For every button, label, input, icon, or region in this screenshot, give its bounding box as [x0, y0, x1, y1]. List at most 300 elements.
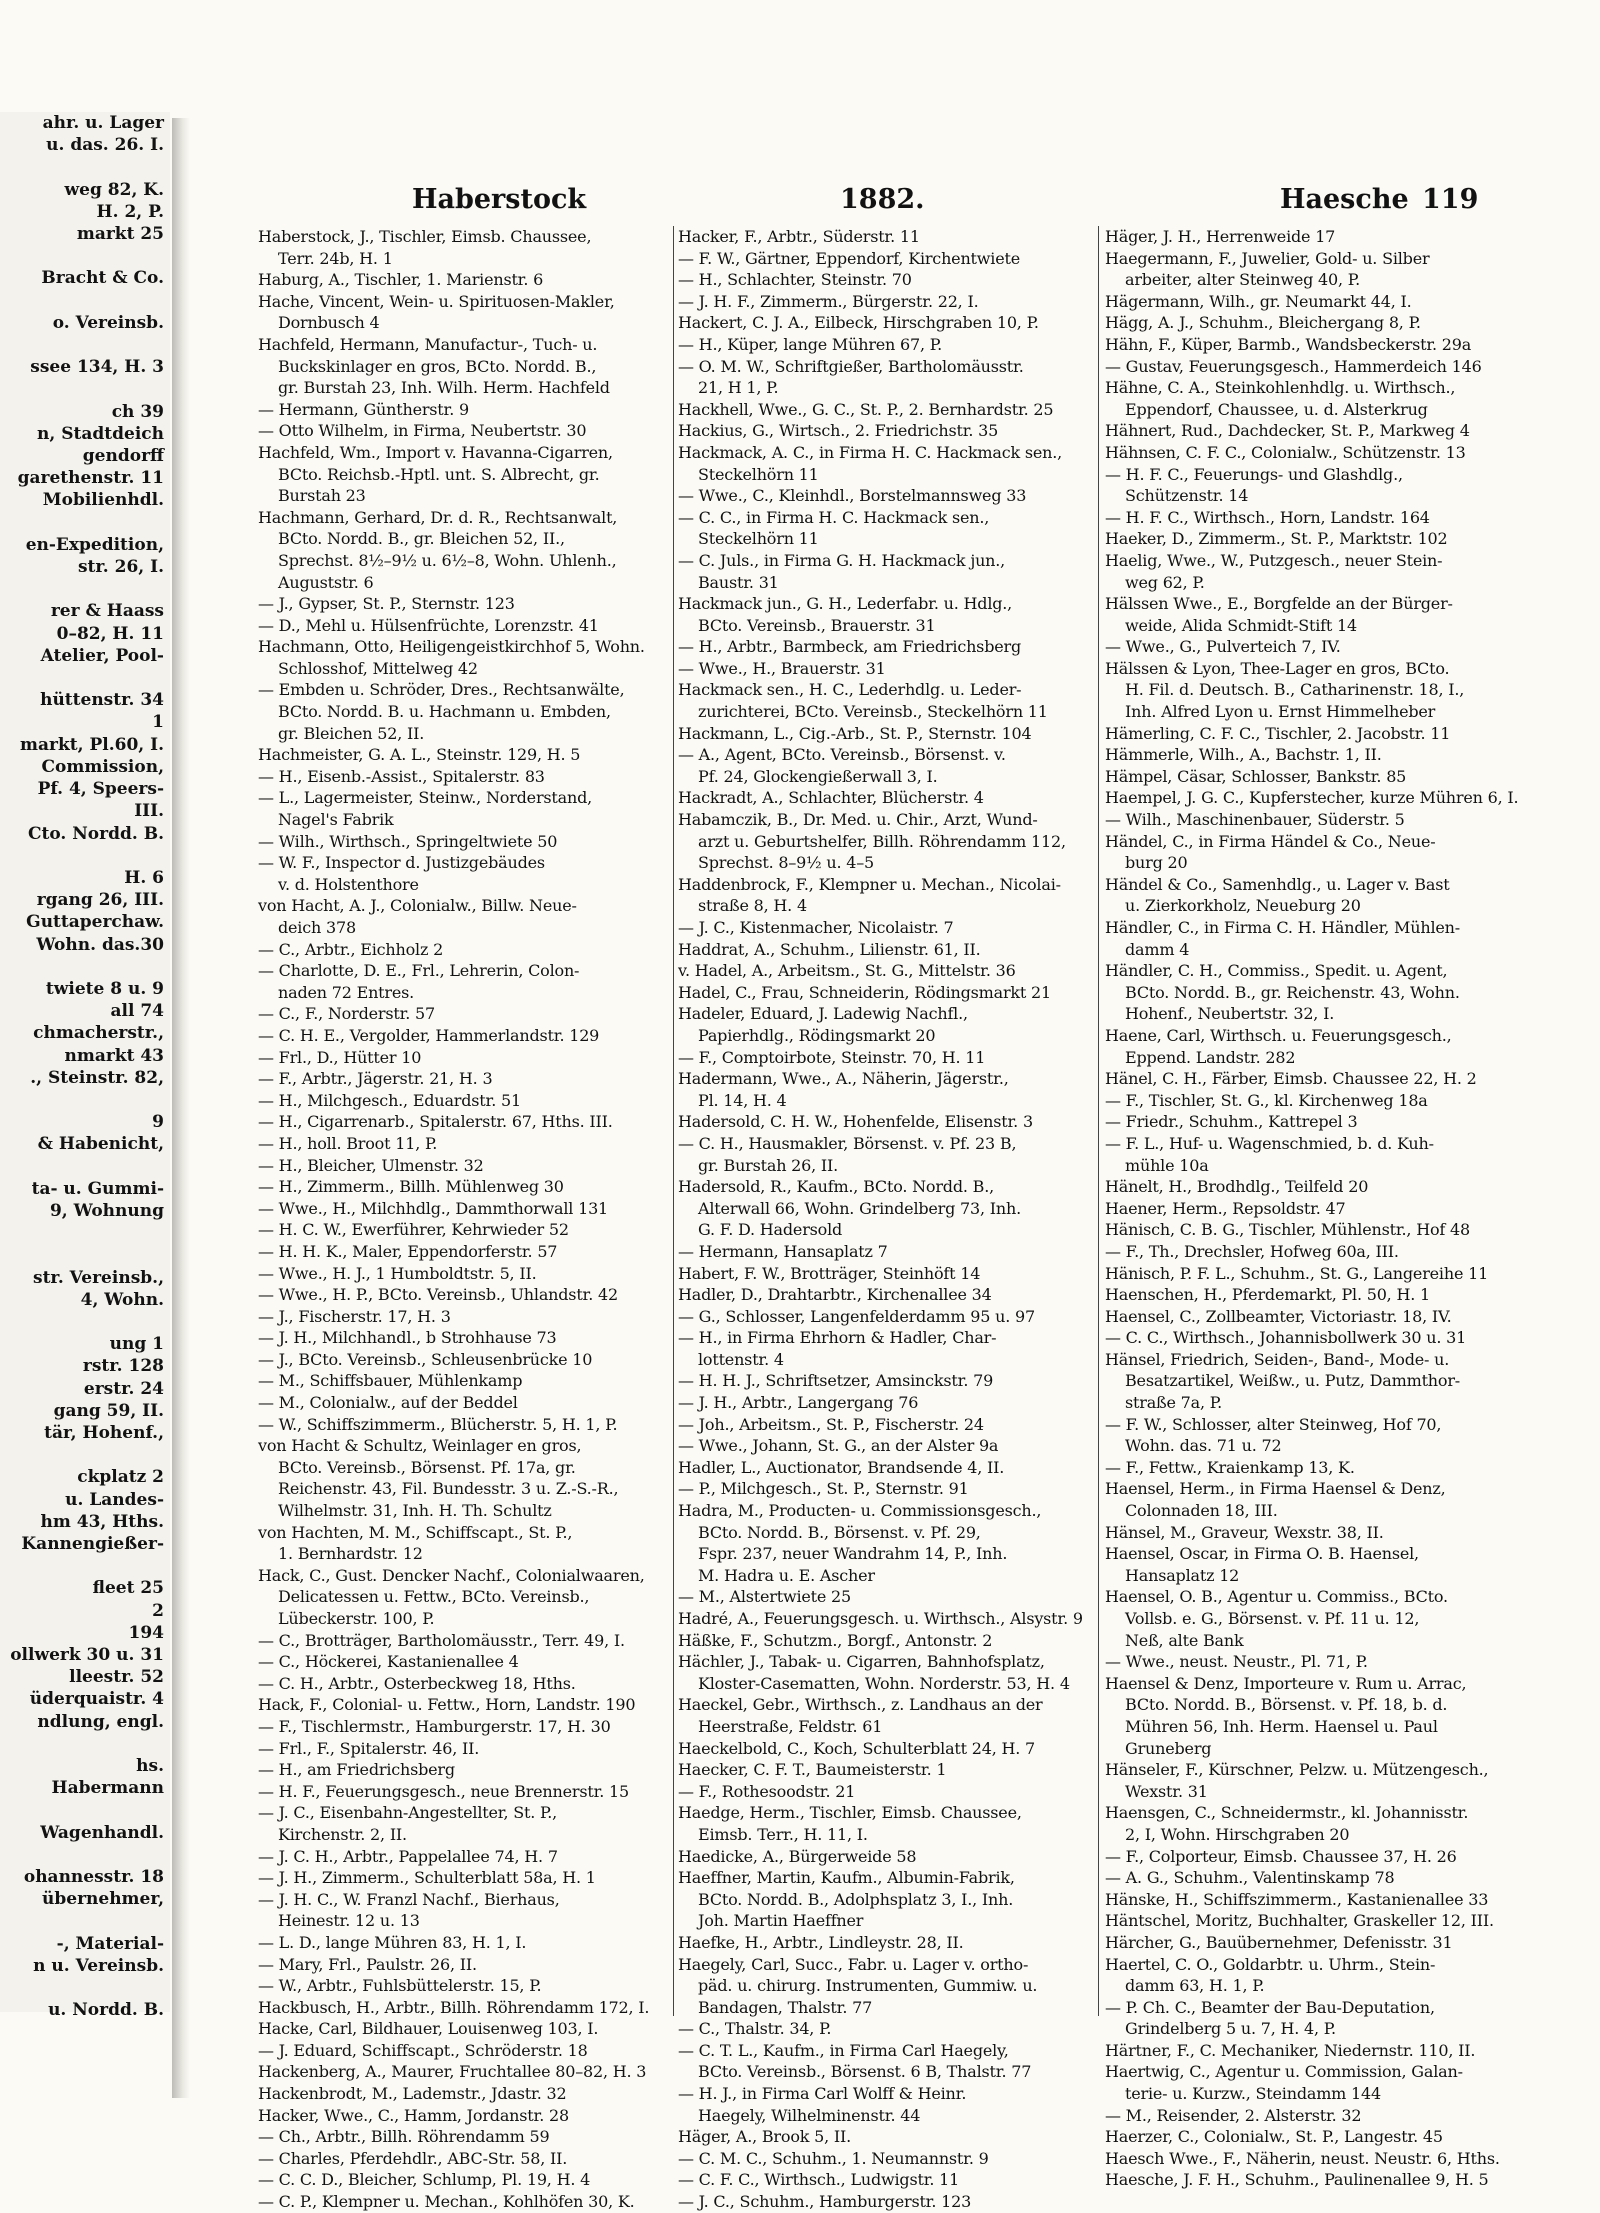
directory-entry: von Hachten, M. M., Schiffscapt., St. P.,: [258, 1522, 573, 1542]
directory-entry: — W. F., Inspector d. Justizgebäudes: [258, 853, 545, 873]
margin-fragment: [0, 334, 170, 356]
directory-entry: Hägermann, Wilh., gr. Neumarkt 44, I.: [1105, 291, 1412, 311]
directory-entry: — H., Zimmerm., Billh. Mühlenweg 30: [258, 1177, 564, 1197]
margin-fragment: u. Landes-: [65, 1489, 164, 1510]
margin-fragment: Wohn. das.30: [36, 934, 164, 955]
directory-entry: Haedicke, A., Bürgerweide 58: [678, 1846, 917, 1866]
entry-continuation: Alterwall 66, Wohn. Grindelberg 73, Inh.: [698, 1198, 1021, 1218]
margin-fragment: Guttaperchaw.: [26, 912, 164, 933]
entry-continuation: BCto. Vereinsb., Brauerstr. 31: [698, 615, 936, 635]
margin-fragment: [0, 245, 170, 267]
directory-entry: — M., Colonialw., auf der Beddel: [258, 1393, 518, 1413]
directory-entry: — C. H., Arbtr., Osterbeckweg 18, Hths.: [258, 1673, 576, 1693]
directory-entry: Härtner, F., C. Mechaniker, Niedernstr. 110, II.: [1105, 2040, 1476, 2060]
margin-fragment: twiete 8 u. 9: [45, 978, 164, 999]
directory-entry: Hänsel, M., Graveur, Wexstr. 38, II.: [1105, 1522, 1384, 1542]
margin-fragment: chmacherstr.,: [33, 1023, 164, 1044]
directory-entry: — Wwe., C., Kleinhdl., Borstelmannsweg 33: [678, 486, 1027, 506]
directory-entry: Haedge, Herm., Tischler, Eimsb. Chaussee,: [678, 1803, 1022, 1823]
directory-entry: — W., Schiffszimmerm., Blücherstr. 5, H. 1, P.: [258, 1414, 618, 1434]
directory-entry: — Wwe., H., Brauerstr. 31: [678, 658, 886, 678]
entry-continuation: päd. u. chirurg. Instrumenten, Gummiw. u.: [698, 1976, 1038, 1996]
directory-entry: Hänel, C. H., Färber, Eimsb. Chaussee 22, H. 2: [1105, 1069, 1477, 1089]
directory-entry: Händel, C., in Firma Händel & Co., Neue-: [1105, 831, 1436, 851]
page-header: [240, 180, 1479, 224]
entry-continuation: naden 72 Entres.: [278, 982, 415, 1002]
directory-entry: — C. P., Klempner u. Mechan., Kohlhöfen 30, K.: [258, 2192, 635, 2212]
margin-fragment: str. 26, I.: [77, 557, 164, 578]
directory-entry: Hadel, C., Frau, Schneiderin, Rödingsmarkt 21: [678, 982, 1051, 1002]
directory-entry: — C., Arbtr., Eichholz 2: [258, 939, 444, 959]
margin-fragment: [0, 578, 170, 600]
directory-entry: Haegermann, F., Juwelier, Gold- u. Silber: [1105, 248, 1430, 268]
entry-continuation: Vollsb. e. G., Börsenst. v. Pf. 11 u. 12,: [1125, 1609, 1420, 1628]
directory-entry: — F., Th., Drechsler, Hofweg 60a, III.: [1105, 1241, 1399, 1261]
directory-entry: Haeffner, Martin, Kaufm., Albumin-Fabrik,: [678, 1868, 1015, 1888]
directory-entry: Hämpel, Cäsar, Schlosser, Bankstr. 85: [1105, 766, 1407, 786]
entry-continuation: arbeiter, alter Steinweg 40, P.: [1125, 270, 1360, 290]
directory-entry: Haener, Herm., Repsoldstr. 47: [1105, 1198, 1346, 1218]
margin-fragment: 1: [152, 712, 164, 733]
directory-entry: — F., Fettw., Kraienkamp 13, K.: [1105, 1457, 1355, 1477]
entry-continuation: Hansaplatz 12: [1125, 1565, 1240, 1585]
entry-continuation: BCto. Nordd. B., Börsenst. v. Pf. 18, b. d.: [1125, 1695, 1448, 1715]
directory-entry: — Frl., F., Spitalerstr. 46, II.: [258, 1738, 480, 1758]
directory-entry: — C., Brotträger, Bartholomäusstr., Terr. 49, I.: [258, 1630, 625, 1650]
margin-fragment: hs.: [136, 1756, 164, 1777]
directory-entry: — H., Cigarrenarb., Spitalerstr. 67, Hths. III.: [258, 1112, 613, 1132]
margin-fragment: [0, 1244, 170, 1266]
margin-fragment: u. Nordd. B.: [48, 2000, 164, 2021]
directory-entry: Härcher, G., Bauübernehmer, Defenisstr. 31: [1105, 1932, 1453, 1952]
directory-entry: — H., Schlachter, Steinstr. 70: [678, 270, 912, 290]
entry-continuation: Kirchenstr. 2, II.: [278, 1824, 407, 1844]
directory-entry: — J. H., Arbtr., Langergang 76: [678, 1393, 919, 1413]
directory-entry: Hachfeld, Wm., Import v. Havanna-Cigarren,: [258, 442, 613, 462]
directory-entry: Hack, F., Colonial- u. Fettw., Horn, Landstr. 190: [258, 1695, 636, 1715]
entry-continuation: BCto. Vereinsb., Börsenst. Pf. 17a, gr.: [278, 1457, 576, 1477]
directory-entry: — Charles, Pferdehdlr., ABC-Str. 58, II.: [258, 2148, 568, 2168]
directory-entry: Haesch Wwe., F., Näherin, neust. Neustr. 6, Hths.: [1105, 2148, 1500, 2168]
directory-entry: — J. H. C., W. Franzl Nachf., Bierhaus,: [258, 1889, 560, 1909]
directory-entry: — J. C. H., Arbtr., Pappelallee 74, H. 7: [258, 1846, 558, 1866]
margin-fragment: str. Vereinsb.,: [33, 1267, 164, 1288]
margin-fragment: III.: [134, 801, 164, 822]
entry-continuation: Steckelhörn 11: [698, 529, 819, 549]
entry-continuation: BCto. Nordd. B., Adolphsplatz 3, I., Inh.: [698, 1889, 1014, 1909]
directory-entry: — J., Gypser, St. P., Sternstr. 123: [258, 594, 515, 614]
entry-continuation: BCto. Reichsb.-Hptl. unt. S. Albrecht, gr.: [278, 464, 600, 484]
directory-entry: — C. H. E., Vergolder, Hammerlandstr. 129: [258, 1025, 600, 1045]
entry-continuation: Sprechst. 8–9½ u. 4–5: [698, 853, 874, 873]
directory-entry: Hachmann, Gerhard, Dr. d. R., Rechtsanwalt,: [258, 507, 618, 527]
directory-entry: — F. W., Schlosser, alter Steinweg, Hof 70,: [1105, 1414, 1442, 1434]
margin-fragment: üderquaistr. 4: [29, 1689, 164, 1710]
directory-entry: — Wilh., Maschinenbauer, Süderstr. 5: [1105, 810, 1405, 830]
margin-fragment: ., Steinstr. 82,: [30, 1067, 164, 1088]
directory-entry: — H., Eisenb.-Assist., Spitalerstr. 83: [258, 766, 545, 786]
entry-continuation: Haegely, Wilhelminenstr. 44: [698, 2105, 921, 2125]
entry-continuation: Pl. 14, H. 4: [698, 1090, 787, 1110]
entry-continuation: Eimsb. Terr., H. 11, I.: [698, 1824, 868, 1844]
margin-fragment: markt, Pl.60, I.: [20, 734, 164, 755]
margin-fragment: ch 39: [111, 401, 164, 422]
margin-fragment: [0, 290, 170, 312]
margin-fragment: weg 82, K.: [64, 179, 164, 200]
directory-entry: — C., F., Norderstr. 57: [258, 1004, 435, 1024]
entry-continuation: Kloster-Casematten, Wohn. Norderstr. 53, H. 4: [698, 1673, 1070, 1693]
directory-entry: Haddenbrock, F., Klempner u. Mechan., Nicolai-: [678, 874, 1061, 894]
directory-entry: — M., Alstertwiete 25: [678, 1587, 852, 1607]
directory-entry: Hack, C., Gust. Dencker Nachf., Colonialwaaren,: [258, 1565, 645, 1585]
margin-fragment: ung 1: [109, 1334, 164, 1355]
entry-continuation: Grindelberg 5 u. 7, H. 4, P.: [1125, 2019, 1336, 2039]
directory-column-3: [1098, 226, 1519, 2190]
margin-fragment: H. 6: [124, 867, 164, 888]
directory-entry: — H. F. C., Wirthsch., Horn, Landstr. 164: [1105, 507, 1430, 527]
entry-continuation: Terr. 24b, H. 1: [278, 248, 393, 268]
directory-entry: — F., Rothesoodstr. 21: [678, 1781, 856, 1801]
directory-entry: Haensel, O. B., Agentur u. Commiss., BCto.: [1105, 1587, 1448, 1607]
directory-entry: Hadré, A., Feuerungsgesch. u. Wirthsch., Alsystr. 9: [678, 1609, 1083, 1628]
margin-fragment: gang 59, II.: [53, 1400, 164, 1421]
directory-entry: Haddrat, A., Schuhm., Lilienstr. 61, II.: [678, 939, 981, 959]
margin-fragment: all 74: [110, 1001, 164, 1022]
directory-entry: Haensel, Oscar, in Firma O. B. Haensel,: [1105, 1544, 1419, 1564]
margin-fragment: 194: [128, 1622, 164, 1643]
margin-fragment: ckplatz 2: [77, 1467, 164, 1488]
directory-entry: Hänisch, C. B. G., Tischler, Mühlenstr., Hof 48: [1105, 1220, 1470, 1240]
previous-page-margin: [0, 112, 170, 2021]
margin-fragment: rer & Haass: [50, 601, 164, 622]
entry-continuation: Steckelhörn 11: [698, 464, 819, 484]
directory-entry: Hadler, D., Drahtarbtr., Kirchenallee 34: [678, 1285, 992, 1305]
entry-continuation: Burstah 23: [278, 486, 366, 506]
margin-fragment: ohannesstr. 18: [23, 1867, 164, 1888]
entry-continuation: 1. Bernhardstr. 12: [278, 1544, 423, 1564]
directory-entry: Haegely, Carl, Succ., Fabr. u. Lager v. ortho-: [678, 1954, 1029, 1974]
directory-entry: Hadra, M., Producten- u. Commissionsgesch.,: [678, 1501, 1042, 1521]
directory-entry: — H. H. J., Schriftsetzer, Amsinckstr. 79: [678, 1371, 994, 1391]
entry-continuation: gr. Burstah 26, II.: [698, 1155, 839, 1175]
entry-continuation: BCto. Nordd. B., gr. Bleichen 52, II.,: [278, 529, 565, 549]
margin-fragment: u. das. 26. I.: [46, 135, 164, 156]
margin-fragment: [0, 1799, 170, 1821]
directory-entry: Haenschen, H., Pferdemarkt, Pl. 50, H. 1: [1105, 1285, 1430, 1305]
directory-entry: Hachfeld, Hermann, Manufactur-, Tuch- u.: [258, 334, 598, 354]
directory-entry: — Wilh., Wirthsch., Springeltwiete 50: [258, 831, 558, 851]
directory-entry: Häntschel, Moritz, Buchhalter, Graskeller 12, III.: [1105, 1911, 1494, 1931]
margin-fragment: 9: [152, 1112, 164, 1133]
margin-fragment: Wagenhandl.: [40, 1822, 164, 1843]
margin-fragment: Bracht & Co.: [41, 268, 164, 289]
directory-entry: Hackenberg, A., Maurer, Fruchtallee 80–82, H. 3: [258, 2062, 647, 2082]
directory-entry: von Hacht, A. J., Colonialw., Billw. Neue-: [258, 896, 577, 916]
entry-continuation: H. Fil. d. Deutsch. B., Catharinenstr. 18, I.,: [1125, 680, 1465, 700]
margin-fragment: 0–82, H. 11: [56, 623, 164, 644]
entry-continuation: Joh. Martin Haeffner: [698, 1911, 864, 1931]
directory-entry: Hackradt, A., Schlachter, Blücherstr. 4: [678, 788, 984, 808]
directory-entry: Haertel, C. O., Goldarbtr. u. Uhrm., Stein-: [1105, 1954, 1436, 1974]
margin-fragment: [0, 1156, 170, 1178]
margin-fragment: fleet 25: [92, 1578, 164, 1599]
directory-entry: Haelig, Wwe., W., Putzgesch., neuer Stein-: [1105, 550, 1443, 570]
margin-fragment: erstr. 24: [83, 1378, 164, 1399]
entry-continuation: 2, I, Wohn. Hirschgraben 20: [1125, 1824, 1350, 1844]
directory-entry: — H., am Friedrichsberg: [258, 1760, 455, 1780]
directory-entry: — F., Colporteur, Eimsb. Chaussee 37, H. 26: [1105, 1846, 1457, 1866]
entry-continuation: mühle 10a: [1125, 1155, 1209, 1175]
margin-fragment: ollwerk 30 u. 31: [10, 1645, 164, 1666]
page-number: 119: [1422, 184, 1479, 215]
margin-fragment: rstr. 128: [82, 1356, 164, 1377]
directory-column-2: [673, 226, 1086, 2212]
directory-entry: Hackhell, Wwe., G. C., St. P., 2. Bernhardstr. 25: [678, 399, 1054, 419]
margin-fragment: Mobilienhdl.: [42, 490, 164, 511]
directory-entry: — J. H., Milchhandl., b Strohhause 73: [258, 1328, 557, 1348]
directory-entry: Hadersold, R., Kaufm., BCto. Nordd. B.,: [678, 1177, 994, 1197]
directory-entry: — Wwe., H., Milchhdlg., Dammthorwall 131: [258, 1198, 609, 1218]
directory-entry: Haensgen, C., Schneidermstr., kl. Johannisstr.: [1105, 1803, 1469, 1823]
margin-fragment: Atelier, Pool-: [40, 645, 164, 666]
directory-entry: Haensel & Denz, Importeure v. Rum u. Arrac,: [1105, 1673, 1467, 1693]
directory-entry: — Wwe., H. J., 1 Humboldtstr. 5, II.: [258, 1263, 537, 1283]
directory-entry: Hänske, H., Schiffszimmerm., Kastanienallee 33: [1105, 1889, 1489, 1909]
entry-continuation: Lübeckerstr. 100, P.: [278, 1609, 435, 1628]
entry-continuation: Auguststr. 6: [278, 572, 374, 592]
directory-column-1: [258, 226, 670, 2212]
entry-continuation: Dornbusch 4: [278, 313, 380, 333]
entry-continuation: Buckskinlager en gros, BCto. Nordd. B.,: [278, 356, 597, 376]
directory-entry: Hähnert, Rud., Dachdecker, St. P., Markweg 4: [1105, 421, 1470, 441]
margin-fragment: gendorff: [82, 446, 164, 467]
directory-entry: — Gustav, Feuerungsgesch., Hammerdeich 146: [1105, 356, 1482, 376]
directory-entry: — C. Juls., in Firma G. H. Hackmack jun.,: [678, 550, 1006, 570]
directory-entry: Haempel, J. G. C., Kupferstecher, kurze Mühren 6, I.: [1105, 788, 1519, 808]
margin-fragment: [0, 1910, 170, 1932]
directory-entry: — F., Arbtr., Jägerstr. 21, H. 3: [258, 1069, 493, 1089]
entry-continuation: gr. Burstah 23, Inh. Wilh. Herm. Hachfeld: [278, 378, 610, 398]
directory-entry: Hackbusch, H., Arbtr., Billh. Röhrendamm 172, I.: [258, 1997, 650, 2017]
entry-continuation: Pf. 24, Glockengießerwall 3, I.: [698, 766, 938, 786]
directory-entry: — C. M. C., Schuhm., 1. Neumannstr. 9: [678, 2148, 989, 2168]
header-year: 1882.: [840, 184, 925, 215]
directory-entry: Hacke, Carl, Bildhauer, Louisenweg 103, I.: [258, 2019, 599, 2039]
margin-fragment: ta- u. Gummi-: [31, 1178, 164, 1199]
directory-entry: — Hermann, Güntherstr. 9: [258, 399, 469, 419]
entry-continuation: zurichterei, BCto. Vereinsb., Steckelhörn 11: [698, 702, 1048, 722]
margin-fragment: [0, 956, 170, 978]
directory-entry: — Frl., D., Hütter 10: [258, 1047, 422, 1067]
directory-entry: — W., Arbtr., Fuhlsbüttelerstr. 15, P.: [258, 1976, 542, 1996]
margin-fragment: ahr. u. Lager: [42, 113, 164, 133]
directory-entry: — Wwe., G., Pulverteich 7, IV.: [1105, 637, 1341, 657]
entry-continuation: 21, H 1, P.: [698, 378, 779, 398]
entry-continuation: v. d. Holstenthore: [278, 874, 419, 894]
directory-entry: — J. H. F., Zimmerm., Bürgerstr. 22, I.: [678, 291, 979, 311]
margin-fragment: hm 43, Hths.: [40, 1511, 164, 1532]
directory-entry: — J. C., Schuhm., Hamburgerstr. 123: [678, 2192, 972, 2212]
entry-continuation: BCto. Vereinsb., Börsenst. 6 B, Thalstr. 77: [698, 2062, 1032, 2082]
directory-entry: — H., in Firma Ehrhorn & Hadler, Char-: [678, 1328, 997, 1348]
directory-entry: — F. W., Gärtner, Eppendorf, Kirchentwiete: [678, 248, 1020, 268]
directory-entry: — F., Tischler, St. G., kl. Kirchenweg 18a: [1105, 1090, 1428, 1110]
directory-entry: Hälssen & Lyon, Thee-Lager en gros, BCto.: [1105, 658, 1450, 678]
margin-fragment: Pf. 4, Speers-: [37, 779, 164, 800]
directory-entry: — Embden u. Schröder, Dres., Rechtsanwälte,: [258, 680, 625, 700]
entry-continuation: Nagel's Fabrik: [278, 810, 394, 830]
directory-entry: Hägg, A. J., Schuhm., Bleichergang 8, P.: [1105, 313, 1421, 333]
entry-continuation: damm 4: [1125, 939, 1190, 959]
directory-entry: Hachmann, Otto, Heiligengeistkirchhof 5, Wohn.: [258, 637, 645, 657]
directory-entry: — H. F., Feuerungsgesch., neue Brennerstr. 15: [258, 1781, 630, 1801]
directory-entry: — F. L., Huf- u. Wagenschmied, b. d. Kuh-: [1105, 1133, 1434, 1153]
directory-entry: Hachmeister, G. A. L., Steinstr. 129, H. 5: [258, 745, 581, 765]
directory-entry: — Joh., Arbeitsm., St. P., Fischerstr. 24: [678, 1414, 984, 1434]
margin-fragment: [0, 845, 170, 867]
entry-continuation: lottenstr. 4: [698, 1349, 784, 1369]
margin-fragment: [0, 512, 170, 534]
directory-entry: — Friedr., Schuhm., Kattrepel 3: [1105, 1112, 1358, 1132]
directory-entry: Haeckel, Gebr., Wirthsch., z. Landhaus an der: [678, 1695, 1043, 1715]
directory-entry: — C. H., Hausmakler, Börsenst. v. Pf. 23 B,: [678, 1133, 1017, 1153]
margin-fragment: [0, 1311, 170, 1333]
directory-entry: Hackmack sen., H. C., Lederhdlg. u. Leder-: [678, 680, 1022, 700]
margin-fragment: H. 2, P.: [96, 201, 164, 222]
directory-entry: — H., Milchgesch., Eduardstr. 51: [258, 1090, 521, 1110]
entry-continuation: Heerstraße, Feldstr. 61: [698, 1716, 883, 1736]
entry-continuation: Sprechst. 8½–9½ u. 6½–8, Wohn. Uhlenh.,: [278, 550, 617, 570]
margin-fragment: lleestr. 52: [69, 1667, 164, 1688]
entry-continuation: Schützenstr. 14: [1125, 486, 1249, 506]
directory-entry: — L. D., lange Mühren 83, H. 1, I.: [258, 1932, 527, 1952]
entry-continuation: Wohn. das. 71 u. 72: [1125, 1436, 1282, 1456]
directory-entry: — Ch., Arbtr., Billh. Röhrendamm 59: [258, 2127, 550, 2147]
entry-continuation: Schlosshof, Mittelweg 42: [278, 658, 478, 678]
directory-entry: — P. Ch. C., Beamter der Bau-Deputation,: [1105, 1997, 1435, 2017]
margin-fragment: tär, Hohenf.,: [44, 1422, 164, 1443]
directory-entry: Hähnsen, C. F. C., Colonialw., Schützenstr. 13: [1105, 442, 1466, 462]
directory-entry: — C. C., in Firma H. C. Hackmack sen.,: [678, 507, 990, 527]
margin-fragment: 4, Wohn.: [80, 1289, 164, 1310]
entry-continuation: weg 62, P.: [1125, 572, 1205, 592]
directory-entry: Hackius, G., Wirtsch., 2. Friedrichstr. 35: [678, 421, 999, 441]
margin-fragment: n u. Vereinsb.: [33, 1955, 164, 1976]
margin-fragment: nmarkt 43: [64, 1045, 164, 1066]
entry-continuation: Eppend. Landstr. 282: [1125, 1047, 1296, 1067]
margin-fragment: [0, 667, 170, 689]
directory-entry: Hackert, C. J. A., Eilbeck, Hirschgraben 10, P.: [678, 313, 1039, 333]
directory-entry: — L., Lagermeister, Steinw., Norderstand,: [258, 788, 593, 808]
entry-continuation: BCto. Nordd. B., gr. Reichenstr. 43, Wohn.: [1125, 982, 1460, 1002]
directory-entry: Hacker, F., Arbtr., Süderstr. 11: [678, 227, 920, 246]
directory-entry: Hänsel, Friedrich, Seiden-, Band-, Mode- u.: [1105, 1349, 1450, 1369]
directory-entry: — M., Reisender, 2. Alsterstr. 32: [1105, 2105, 1362, 2125]
header-left-word: Haberstock: [412, 184, 587, 215]
directory-entry: Hähne, C. A., Steinkohlenhdlg. u. Wirthsch.,: [1105, 378, 1456, 398]
directory-entry: — C., Thalstr. 34, P.: [678, 2019, 832, 2039]
entry-continuation: terie- u. Kurzw., Steindamm 144: [1125, 2084, 1381, 2104]
entry-continuation: Papierhdlg., Rödingsmarkt 20: [698, 1025, 936, 1045]
margin-fragment: [0, 1844, 170, 1866]
directory-entry: v. Hadel, A., Arbeitsm., St. G., Mittelstr. 36: [678, 961, 1016, 981]
margin-fragment: o. Vereinsb.: [52, 312, 164, 333]
directory-entry: Haensel, C., Zollbeamter, Victoriastr. 18, IV.: [1105, 1306, 1452, 1326]
directory-entry: — Mary, Frl., Paulstr. 26, II.: [258, 1954, 477, 1974]
directory-entry: — F., Comptoirbote, Steinstr. 70, H. 11: [678, 1047, 986, 1067]
directory-entry: Hackenbrodt, M., Lademstr., Jdastr. 32: [258, 2084, 567, 2104]
directory-entry: Hälssen Wwe., E., Borgfelde an der Bürger-: [1105, 594, 1453, 614]
entry-continuation: Eppendorf, Chaussee, u. d. Alsterkrug: [1125, 399, 1428, 419]
margin-fragment: [0, 1444, 170, 1466]
margin-fragment: markt 25: [76, 224, 164, 245]
directory-entry: — C. C., Wirthsch., Johannisbollwerk 30 u. 31: [1105, 1328, 1467, 1348]
entry-continuation: Mühren 56, Inh. Herm. Haensel u. Paul: [1125, 1716, 1438, 1736]
entry-continuation: straße 8, H. 4: [698, 896, 807, 916]
entry-continuation: G. F. D. Hadersold: [698, 1220, 843, 1240]
directory-entry: — J., Fischerstr. 17, H. 3: [258, 1306, 451, 1326]
directory-entry: — M., Schiffsbauer, Mühlenkamp: [258, 1371, 523, 1391]
margin-fragment: [0, 1733, 170, 1755]
margin-fragment: hüttenstr. 34: [40, 690, 164, 711]
directory-entry: — Wwe., H. P., BCto. Vereinsb., Uhlandstr. 42: [258, 1285, 618, 1305]
margin-fragment: ndlung, engl.: [37, 1711, 164, 1732]
directory-entry: — G., Schlosser, Langenfelderdamm 95 u. 97: [678, 1306, 1035, 1326]
directory-entry: Häger, A., Brook 5, II.: [678, 2127, 852, 2147]
directory-entry: Haesche, J. F. H., Schuhm., Paulinenallee 9, H. 5: [1105, 2170, 1489, 2190]
margin-fragment: Kannengießer-: [21, 1534, 164, 1554]
directory-entry: Haefke, H., Arbtr., Lindleystr. 28, II.: [678, 1932, 964, 1952]
directory-entry: — J. C., Eisenbahn-Angestellter, St. P.,: [258, 1803, 558, 1823]
directory-entry: — C. F. C., Wirthsch., Ludwigstr. 11: [678, 2170, 960, 2190]
directory-entry: Haeker, D., Zimmerm., St. P., Marktstr. 102: [1105, 529, 1448, 549]
directory-entry: Hämmerle, Wilh., A., Bachstr. 1, II.: [1105, 745, 1382, 765]
margin-fragment: übernehmer,: [42, 1889, 164, 1910]
directory-entry: — O. M. W., Schriftgießer, Bartholomäusstr.: [678, 356, 1024, 376]
directory-entry: Hadersold, C. H. W., Hohenfelde, Elisenstr. 3: [678, 1112, 1033, 1132]
entry-continuation: Hohenf., Neubertstr. 32, I.: [1125, 1004, 1335, 1024]
entry-continuation: Reichenstr. 43, Fil. Bundesstr. 3 u. Z.-S.-R.,: [278, 1479, 619, 1499]
directory-entry: Hächler, J., Tabak- u. Cigarren, Bahnhofsplatz,: [678, 1652, 1045, 1672]
directory-entry: — Hermann, Hansaplatz 7: [678, 1241, 888, 1261]
directory-entry: Häger, J. H., Herrenweide 17: [1105, 227, 1336, 246]
directory-entry: — A. G., Schuhm., Valentinskamp 78: [1105, 1868, 1395, 1888]
margin-fragment: -, Material-: [56, 1933, 164, 1954]
margin-fragment: en-Expedition,: [25, 534, 164, 555]
directory-entry: Hähn, F., Küper, Barmb., Wandsbeckerstr. 29a: [1105, 334, 1472, 354]
directory-entry: Hackmack, A. C., in Firma H. C. Hackmack sen.,: [678, 442, 1063, 462]
directory-entry: von Hacht & Schultz, Weinlager en gros,: [258, 1436, 582, 1456]
margin-fragment: Habermann: [51, 1778, 164, 1799]
directory-entry: — H., Bleicher, Ulmenstr. 32: [258, 1155, 484, 1175]
directory-entry: — J. H., Zimmerm., Schulterblatt 58a, H. 1: [258, 1868, 596, 1888]
entry-continuation: deich 378: [278, 918, 356, 937]
entry-continuation: Neß, alte Bank: [1125, 1630, 1244, 1650]
directory-entry: Hänseler, F., Kürschner, Pelzw. u. Mützengesch.,: [1105, 1760, 1489, 1780]
directory-entry: Hache, Vincent, Wein- u. Spirituosen-Makler,: [258, 291, 615, 311]
directory-entry: — H., holl. Broot 11, P.: [258, 1133, 438, 1153]
entry-continuation: Bandagen, Thalstr. 77: [698, 1997, 873, 2017]
entry-continuation: Delicatessen u. Fettw., BCto. Vereinsb.,: [278, 1587, 590, 1607]
margin-fragment: [0, 156, 170, 178]
directory-entry: — H., Küper, lange Mühren 67, P.: [678, 334, 942, 354]
directory-entry: — D., Mehl u. Hülsenfrüchte, Lorenzstr. 41: [258, 615, 599, 635]
directory-entry: — Charlotte, D. E., Frl., Lehrerin, Colon-: [258, 961, 580, 981]
entry-continuation: Wilhelmstr. 31, Inh. H. Th. Schultz: [278, 1501, 552, 1521]
directory-entry: Hadler, L., Auctionator, Brandsende 4, II.: [678, 1457, 1005, 1477]
directory-entry: — C. C. D., Bleicher, Schlump, Pl. 19, H. 4: [258, 2170, 591, 2190]
entry-continuation: Fspr. 237, neuer Wandrahm 14, P., Inh.: [698, 1544, 1008, 1564]
